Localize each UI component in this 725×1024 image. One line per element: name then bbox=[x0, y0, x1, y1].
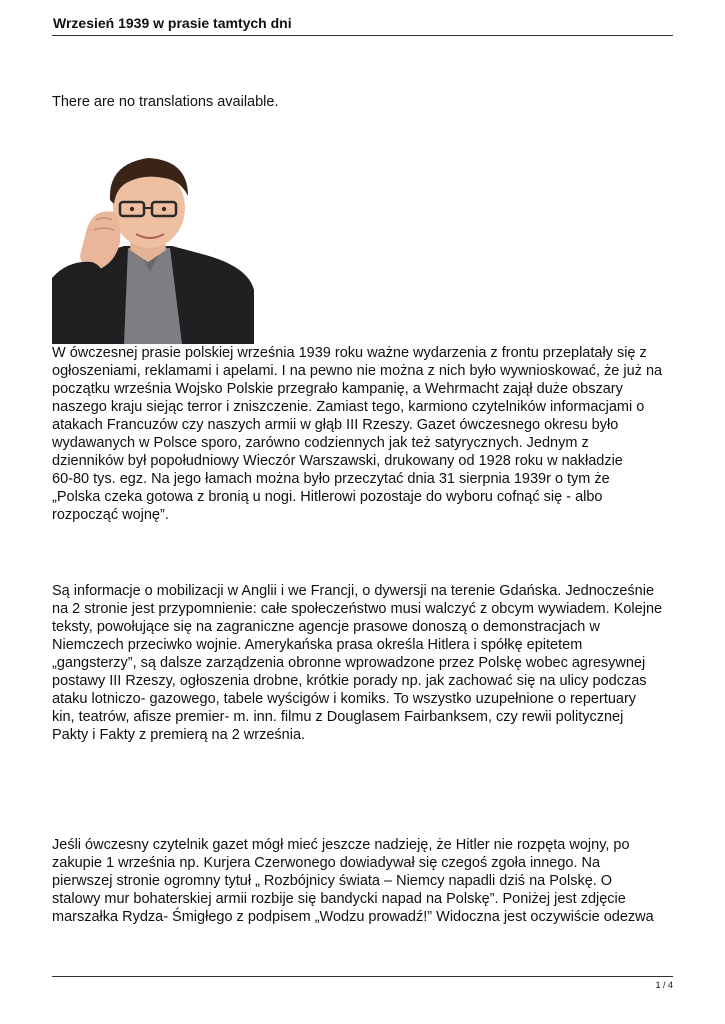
paragraph-line: ataku lotniczo- gazowego, tabele wyścigów i komiks. To wszystko uzupełnione o repertuary bbox=[52, 691, 637, 707]
paragraph-line: kin, teatrów, afisze premier- m. inn. filmu z Douglasem Fairbanksem, czy rewii politycznej bbox=[52, 709, 624, 725]
paragraph-line: teksty, powołujące się na zagraniczne agencje prasowe donoszą o demonstracjach w bbox=[52, 619, 600, 635]
paragraph-line: ogłoszeniami, reklamami i apelami. I na pewno nie można z nich było wywnioskować, że już na bbox=[52, 363, 663, 379]
paragraph-line: Są informacje o mobilizacji w Anglii i we Francji, o dywersji na terenie Gdańska. Jednocześnie bbox=[52, 583, 655, 599]
paragraph-line: stalowy mur bohaterskiej armii rozbije się bandycki napad na Polskę”. Poniżej jest zdjęcie bbox=[52, 891, 626, 907]
paragraph-line: pierwszej stronie ogromny tytuł „ Rozbójnicy świata – Niemcy napadli dziś na Polskę. O bbox=[52, 873, 613, 889]
paragraph-line: „gangsterzy”, są dalsze zarządzenia obronne wprowadzone przez Polskę wobec agresywnej bbox=[52, 655, 646, 671]
paragraph-line: marszałka Rydza- Śmigłego z podpisem „Wodzu prowadź!” Widoczna jest oczywiście odezwa bbox=[52, 909, 654, 925]
paragraph-line: początku września Wojsko Polskie przegrało kampanię, a Wehrmacht zajął duże obszary bbox=[52, 381, 623, 397]
article-paragraph-1 bbox=[52, 344, 662, 524]
paragraph-line: „Polska czeka gotowa z bronią u nogi. Hitlerowi pozostaje do wyboru cofnąć się - albo bbox=[52, 489, 603, 505]
header-divider bbox=[52, 35, 673, 36]
paragraph-line: naszego kraju siejąc terror i zniszczenie. Zamiast tego, karmiono czytelników informacjami o bbox=[52, 399, 645, 415]
paragraph-line: atakach Francuzów czy naszych armii w głąb III Rzeszy. Gazet ówczesnego okresu było bbox=[52, 417, 619, 433]
translation-notice: There are no translations available. bbox=[52, 94, 279, 110]
paragraph-line: dzienników był popołudniowy Wieczór Warszawski, drukowany od 1928 roku w nakładzie bbox=[52, 453, 623, 469]
paragraph-line: wydawanych w Polsce sporo, zarówno codziennych jak też satyrycznych. Jednym z bbox=[52, 435, 589, 451]
paragraph-line: W ówczesnej prasie polskiej września 1939 roku ważne wydarzenia z frontu przeplatały się z bbox=[52, 345, 647, 361]
author-portrait-image bbox=[52, 150, 254, 344]
page-number: 1 / 4 bbox=[655, 980, 673, 990]
paragraph-line: rozpocząć wojnę”. bbox=[52, 507, 169, 523]
footer-divider bbox=[52, 976, 673, 977]
paragraph-line: Jeśli ówczesny czytelnik gazet mógł mieć jeszcze nadzieję, że Hitler nie rozpęta wojny, po bbox=[52, 837, 630, 853]
paragraph-line: Pakty i Fakty z premierą na 2 września. bbox=[52, 727, 306, 743]
paragraph-line: na 2 stronie jest przypomnienie: całe społeczeństwo musi walczyć z obcym wywiadem. Kolejne bbox=[52, 601, 663, 617]
paragraph-line: postawy III Rzeszy, ogłoszenia drobne, krótkie porady np. jak zachować się na ulicy podczas bbox=[52, 673, 647, 689]
article-paragraph-2 bbox=[52, 582, 662, 744]
article-paragraph-3 bbox=[52, 836, 654, 926]
paragraph-line: zakupie 1 września np. Kurjera Czerwonego dowiadywał się czegoś zgoła innego. Na bbox=[52, 855, 601, 871]
paragraph-line: Niemczech przeciwko wojnie. Amerykańska prasa określa Hitlera i spółkę epitetem bbox=[52, 637, 583, 653]
paragraph-line: 60-80 tys. egz. Na jego łamach można było przeczytać dnia 31 sierpnia 1939r o tym że bbox=[52, 471, 610, 487]
page-header-title: Wrzesień 1939 w prasie tamtych dni bbox=[53, 15, 292, 31]
